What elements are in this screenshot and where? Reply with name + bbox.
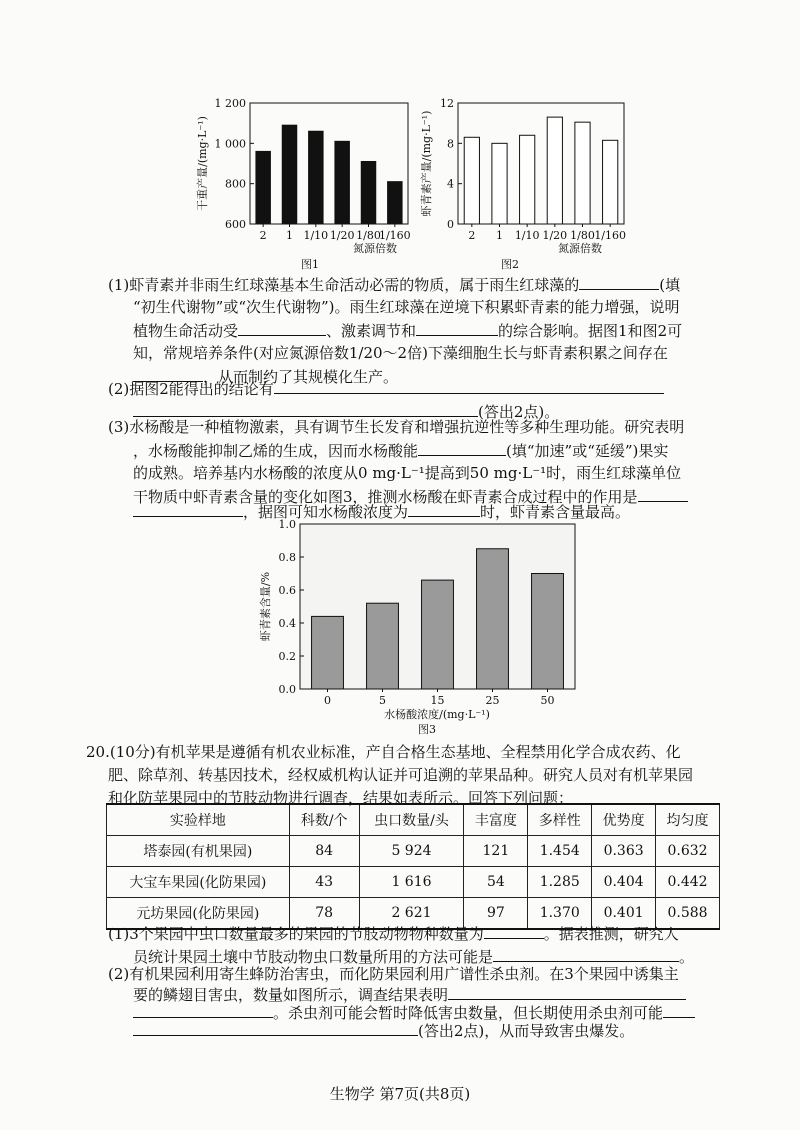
y-axis-label: 虾青素产量/(mg·L⁻¹) <box>420 110 433 217</box>
q20-part2-text: (答出2点)，从而导致害虫爆发。 <box>418 1022 635 1040</box>
table-cell: 43 <box>289 867 359 898</box>
answer-blank[interactable] <box>416 319 498 336</box>
figure-caption: 图3 <box>418 723 436 736</box>
bar <box>312 616 344 689</box>
x-axis-label: 氮源倍数 <box>353 242 397 255</box>
bar <box>309 131 323 224</box>
bar <box>256 151 270 224</box>
x-tick-label: 1/160 <box>378 229 411 242</box>
bar <box>361 161 375 224</box>
table-row <box>107 836 720 867</box>
q20-part2-text: 。杀虫剂可能会暂时降低害虫数量，但长期使用杀虫剂可能 <box>273 1004 664 1022</box>
figure-2-chart <box>420 92 635 272</box>
q19-part2-line1 <box>108 377 664 400</box>
q20-part2-line1: (2)有机果园利用寄生蜂防治害虫，而化防果园利用广谱性杀虫剂。在3个果园中诱集主 <box>108 965 679 983</box>
table-cell: 78 <box>289 898 359 930</box>
answer-blank[interactable] <box>579 273 659 290</box>
q19-part1-text: 植物生命活动受 <box>133 322 239 340</box>
bar <box>388 182 402 224</box>
y-tick-label: 0.4 <box>278 617 296 630</box>
table-cell: 元坊果园(化防果园) <box>107 898 290 930</box>
answer-blank[interactable] <box>493 945 679 962</box>
y-tick-label: 0.6 <box>278 584 296 597</box>
answer-blank[interactable] <box>638 485 688 502</box>
q19-part1-line3 <box>133 319 682 342</box>
table-cell: 0.588 <box>656 898 720 930</box>
x-tick-label: 1/160 <box>594 229 627 242</box>
y-tick-label: 1 200 <box>214 97 246 110</box>
q20-intro-line2: 肥、除草剂、转基因技术，经权威机构认证并可追溯的苹果品种。研究人员对有机苹果园 <box>108 766 694 784</box>
table-cell: 大宝车果园(化防果园) <box>107 867 290 898</box>
y-tick-label: 0.0 <box>278 683 296 696</box>
table-cell: 0.404 <box>592 867 656 898</box>
x-tick-label: 1/80 <box>356 229 381 242</box>
bar <box>367 603 399 689</box>
figure-caption: 图2 <box>501 258 519 271</box>
q19-part3-line1: (3)水杨酸是一种植物激素，具有调节生长发育和增强抗逆性等多种生理功能。研究表明 <box>108 418 685 436</box>
table-header-row <box>107 804 720 836</box>
q20-part1-text: (1)3个果园中虫口数量最多的果园的节肢动物物种数量为 <box>108 925 484 943</box>
x-tick-label: 1 <box>286 229 293 242</box>
answer-blank[interactable] <box>663 1001 695 1018</box>
q19-part1-line2: “初生代谢物”或“次生代谢物”)。雨生红球藻在逆境下积累虾青素的能力增强，说明 <box>133 298 680 316</box>
q19-part1-text: ，从而制约了其规模化生产。 <box>203 368 399 386</box>
answer-blank[interactable] <box>133 500 243 517</box>
figure-3-chart <box>255 518 595 736</box>
answer-blank[interactable] <box>408 500 480 517</box>
bar <box>464 137 479 224</box>
bar <box>492 143 507 224</box>
bar <box>603 140 618 224</box>
y-tick-label: 600 <box>225 218 246 231</box>
q20-part2-line4 <box>133 1019 634 1042</box>
plot-frame <box>458 103 624 224</box>
y-tick-label: 8 <box>447 137 454 151</box>
table-cell: 塔泰园(有机果园) <box>107 836 290 867</box>
x-axis-label: 水杨酸浓度/(mg·L⁻¹) <box>384 708 490 721</box>
x-tick-label: 2 <box>259 229 267 242</box>
bar <box>547 117 562 224</box>
answer-blank[interactable] <box>448 983 686 1000</box>
bar <box>282 125 296 224</box>
bar <box>532 574 564 690</box>
x-tick-label: 0 <box>324 694 331 707</box>
y-tick-label: 1.0 <box>278 518 296 531</box>
y-tick-label: 12 <box>440 97 454 110</box>
q19-part1-text: (填 <box>659 276 681 294</box>
q19-part1-text: 的综合影响。据图1和图2可 <box>498 322 683 340</box>
bar <box>575 122 590 224</box>
x-tick-label: 1/10 <box>303 229 329 242</box>
plot-frame <box>250 103 408 224</box>
table-header-cell: 丰富度 <box>464 804 528 836</box>
table-cell: 0.442 <box>656 867 720 898</box>
answer-blank[interactable] <box>484 922 544 939</box>
figure-caption: 图1 <box>301 258 319 271</box>
table-cell: 84 <box>289 836 359 867</box>
table-cell: 97 <box>464 898 528 930</box>
q19-part3-text: (填“加速”或“延缓”)果实 <box>506 442 669 460</box>
x-tick-label: 1 <box>496 229 503 242</box>
bar <box>520 135 535 224</box>
x-tick-label: 1/10 <box>514 229 540 242</box>
answer-blank[interactable] <box>133 400 478 417</box>
y-tick-label: 800 <box>225 177 246 191</box>
q20-intro-line1: 20.(10分)有机苹果是遵循有机农业标准，产自合格生态基地、全程禁用化学合成农药、化 <box>86 743 681 761</box>
q20-part1-line1 <box>108 922 679 945</box>
table-cell: 121 <box>464 836 528 867</box>
table-cell: 54 <box>464 867 528 898</box>
table-cell: 1.454 <box>528 836 592 867</box>
survey-table <box>106 803 720 930</box>
page-footer: 生物学 第7页(共8页) <box>329 1085 471 1103</box>
bar <box>477 549 509 689</box>
x-tick-label: 1/80 <box>570 229 595 242</box>
q19-part1-text: 、激素调节和 <box>326 322 417 340</box>
q19-part3-text: 干物质中虾青素含量的变化如图3，推测水杨酸在虾青素合成过程中的作用是 <box>133 488 638 506</box>
x-tick-label: 5 <box>379 694 386 707</box>
q19-part2-text: (2)据图2能得出的结论有 <box>108 380 274 398</box>
answer-blank[interactable] <box>274 377 664 394</box>
q19-part3-line2 <box>133 439 668 462</box>
table-header-cell: 均匀度 <box>656 804 720 836</box>
q20-part1-text: 。 <box>679 948 695 966</box>
table-header-cell: 优势度 <box>592 804 656 836</box>
q19-part1-line1 <box>108 273 680 296</box>
q19-part3-text: ，水杨酸能抑制乙烯的生成，因而水杨酸能 <box>133 442 419 460</box>
table-cell: 1.285 <box>528 867 592 898</box>
table-cell: 1.370 <box>528 898 592 930</box>
y-tick-label: 0.8 <box>278 551 296 564</box>
q19-part3-text: ，据图可知水杨酸浓度为 <box>243 503 409 521</box>
y-axis-label: 虾青素含量/% <box>259 571 272 642</box>
answer-blank[interactable] <box>133 1001 273 1018</box>
table-header-cell: 科数/个 <box>289 804 359 836</box>
q19-part3-text: 时，虾青素含量最高。 <box>480 503 631 521</box>
x-tick-label: 2 <box>468 229 476 242</box>
q20-part1-text: 。据表推测，研究人 <box>543 925 679 943</box>
y-tick-label: 4 <box>447 177 454 191</box>
y-axis-label: 干重产量/(mg·L⁻¹) <box>196 116 209 211</box>
answer-blank[interactable] <box>133 1019 418 1036</box>
table-cell: 1 616 <box>359 867 464 898</box>
q20-part1-text: 员统计果园土壤中节肢动物虫口数量所用的方法可能是 <box>133 948 494 966</box>
table-header-cell: 多样性 <box>528 804 592 836</box>
table-cell: 0.632 <box>656 836 720 867</box>
bar <box>335 141 349 224</box>
table-cell: 0.401 <box>592 898 656 930</box>
y-tick-label: 1 000 <box>214 137 246 151</box>
bar <box>422 580 454 689</box>
q20-part2-text: 要的鳞翅目害虫，数量如图所示，调查结果表明 <box>133 986 449 1004</box>
q19-part1-text: (1)虾青素并非雨生红球藻基本生命活动必需的物质，属于雨生红球藻的 <box>108 276 580 294</box>
x-axis-label: 氮源倍数 <box>558 242 602 255</box>
table-cell: 2 621 <box>359 898 464 930</box>
table-row <box>107 867 720 898</box>
x-tick-label: 1/20 <box>329 229 355 242</box>
figure-1-chart <box>190 92 420 272</box>
answer-blank[interactable] <box>418 439 506 456</box>
x-tick-label: 15 <box>430 694 445 707</box>
table-header-cell: 虫口数量/头 <box>359 804 464 836</box>
answer-blank[interactable] <box>238 319 326 336</box>
y-tick-label: 0.2 <box>278 650 296 663</box>
table-cell: 5 924 <box>359 836 464 867</box>
q19-part2-text: (答出2点)。 <box>478 403 560 421</box>
q19-part1-line4: 知，常规培养条件(对应氮源倍数1/20～2倍)下藻细胞生长与虾青素积累之间存在 <box>133 344 668 362</box>
x-tick-label: 50 <box>540 694 555 707</box>
y-tick-label: 0 <box>447 218 454 231</box>
table-cell: 0.363 <box>592 836 656 867</box>
q19-part3-line3: 的成熟。培养基内水杨酸的浓度从0 mg·L⁻¹提高到50 mg·L⁻¹时，雨生红球藻单位 <box>133 464 682 482</box>
x-tick-label: 25 <box>485 694 500 707</box>
x-tick-label: 1/20 <box>542 229 568 242</box>
table-header-cell: 实验样地 <box>107 804 290 836</box>
q20-intro-line3: 和化防苹果园中的节肢动物进行调查，结果如表所示。回答下列问题： <box>108 789 574 807</box>
